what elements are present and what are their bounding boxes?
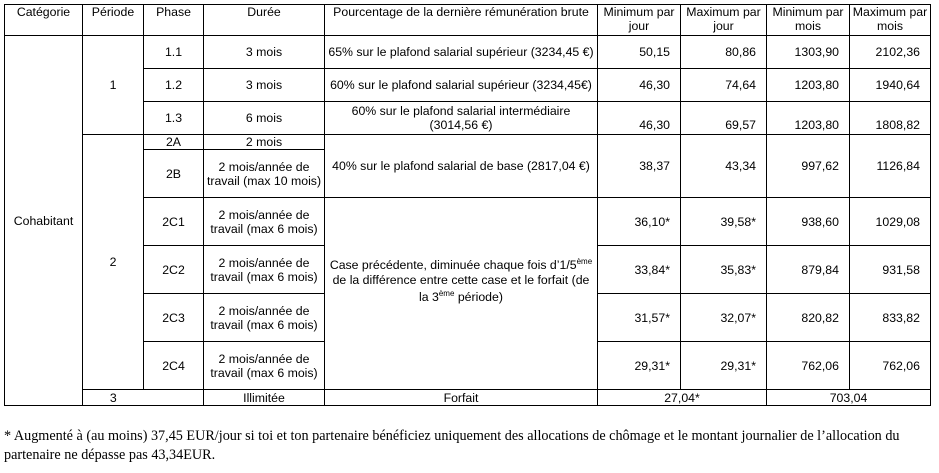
jour-merged-cell: 27,04*: [598, 390, 767, 406]
footnote: * Augmenté à (au moins) 37,45 EUR/jour si toi et ton partenaire bénéficiez uniquement des allocations de chômage et le montant journalier de l’allocation du partenaire ne dépasse pas 43,34EUR.: [4, 428, 900, 463]
pct-2c-part1: Case précédente, diminuée chaque fois d’1/5: [329, 258, 577, 273]
period-1-cell: 1: [83, 36, 144, 135]
min-mois-cell: 938,60: [767, 198, 850, 246]
max-mois-cell: 833,82: [850, 294, 931, 342]
header-categorie: Catégorie: [5, 5, 83, 36]
max-jour-cell: 29,31*: [681, 342, 767, 390]
pct-cell: Forfait: [325, 390, 598, 406]
min-jour-cell: 33,84*: [598, 246, 681, 294]
pct-cell: 60% sur le plafond salarial intermédiaire (3014,56 €): [325, 102, 598, 135]
pct-2c-cell: [325, 198, 598, 390]
duree-cell: 3 mois: [204, 69, 325, 102]
header-row: [5, 5, 931, 36]
duree-cell: Illimitée: [204, 390, 325, 406]
header-max-jour: Maximum par jour: [681, 5, 767, 36]
header-min-jour: Minimum par jour: [598, 5, 681, 36]
max-mois-cell: 1126,84: [850, 135, 931, 198]
max-jour-cell: 35,83*: [681, 246, 767, 294]
min-mois-cell: 1203,80: [767, 102, 850, 135]
max-jour-cell: 74,64: [681, 69, 767, 102]
duree-cell: 3 mois: [204, 36, 325, 69]
pct-2c-sup1: ème: [576, 257, 593, 267]
phase-cell: 2C1: [144, 198, 204, 246]
max-jour-cell: 32,07*: [681, 294, 767, 342]
category-cell: Cohabitant: [5, 36, 83, 406]
max-mois-cell: 2102,36: [850, 36, 931, 69]
max-mois-cell: 762,06: [850, 342, 931, 390]
header-phase: Phase: [144, 5, 204, 36]
phase-cell: 2C2: [144, 246, 204, 294]
duree-cell: 2 mois/année de travail (max 10 mois): [204, 150, 325, 198]
phase-cell: 1.3: [144, 102, 204, 135]
min-mois-cell: 997,62: [767, 135, 850, 198]
mois-merged-cell: 703,04: [767, 390, 931, 406]
max-mois-cell: 1808,82: [850, 102, 931, 135]
table-row: [5, 135, 931, 150]
table-row: [5, 390, 931, 406]
duree-cell: 2 mois/année de travail (max 6 mois): [204, 198, 325, 246]
min-jour-cell: 29,31*: [598, 342, 681, 390]
max-jour-cell: 80,86: [681, 36, 767, 69]
header-periode: Période: [83, 5, 144, 36]
phase-cell: 2A: [144, 135, 204, 150]
min-jour-cell: 36,10*: [598, 198, 681, 246]
min-mois-cell: 1203,80: [767, 69, 850, 102]
header-duree: Durée: [204, 5, 325, 36]
pct-cell: 65% sur le plafond salarial supérieur (3234,45 €): [325, 36, 598, 69]
period-3-cell: 3: [83, 390, 144, 406]
pct-cell: 60% sur le plafond salarial supérieur (3234,45€): [325, 69, 598, 102]
table-row: [5, 102, 931, 135]
min-jour-cell: 46,30: [598, 102, 681, 135]
pct-2c-part2: de la différence entre cette case et le forfait (de la 3: [332, 272, 590, 304]
header-pourcentage: Pourcentage de la dernière rémunération brute: [325, 5, 598, 36]
pct-2c-sup2: ème: [438, 288, 455, 298]
min-jour-cell: 38,37: [598, 135, 681, 198]
max-jour-cell: 39,58*: [681, 198, 767, 246]
min-mois-cell: 820,82: [767, 294, 850, 342]
min-jour-cell: 31,57*: [598, 294, 681, 342]
min-mois-cell: 1303,90: [767, 36, 850, 69]
phase-empty-cell: [144, 390, 204, 406]
min-mois-cell: 762,06: [767, 342, 850, 390]
min-jour-cell: 50,15: [598, 36, 681, 69]
max-mois-cell: 931,58: [850, 246, 931, 294]
table-row: [5, 36, 931, 69]
period-2-cell: 2: [83, 135, 144, 390]
duree-cell: 2 mois/année de travail (max 6 mois): [204, 342, 325, 390]
phase-cell: 2C4: [144, 342, 204, 390]
table-row: [5, 69, 931, 102]
phase-cell: 2C3: [144, 294, 204, 342]
pct-2ab-cell: 40% sur le plafond salarial de base (2817,04 €): [325, 135, 598, 198]
header-min-mois: Minimum par mois: [767, 5, 850, 36]
max-mois-cell: 1940,64: [850, 69, 931, 102]
max-jour-cell: 69,57: [681, 102, 767, 135]
min-jour-cell: 46,30: [598, 69, 681, 102]
min-mois-cell: 879,84: [767, 246, 850, 294]
table-row: [5, 198, 931, 246]
duree-cell: 6 mois: [204, 102, 325, 135]
pct-2c-part3: période): [454, 289, 503, 304]
duree-cell: 2 mois/année de travail (max 6 mois): [204, 246, 325, 294]
phase-cell: 1.1: [144, 36, 204, 69]
max-mois-cell: 1029,08: [850, 198, 931, 246]
duree-cell: 2 mois: [204, 135, 325, 150]
header-max-mois: Maximum par mois: [850, 5, 931, 36]
phase-cell: 2B: [144, 150, 204, 198]
duree-cell: 2 mois/année de travail (max 6 mois): [204, 294, 325, 342]
phase-cell: 1.2: [144, 69, 204, 102]
allowance-table: [4, 4, 931, 406]
max-jour-cell: 43,34: [681, 135, 767, 198]
